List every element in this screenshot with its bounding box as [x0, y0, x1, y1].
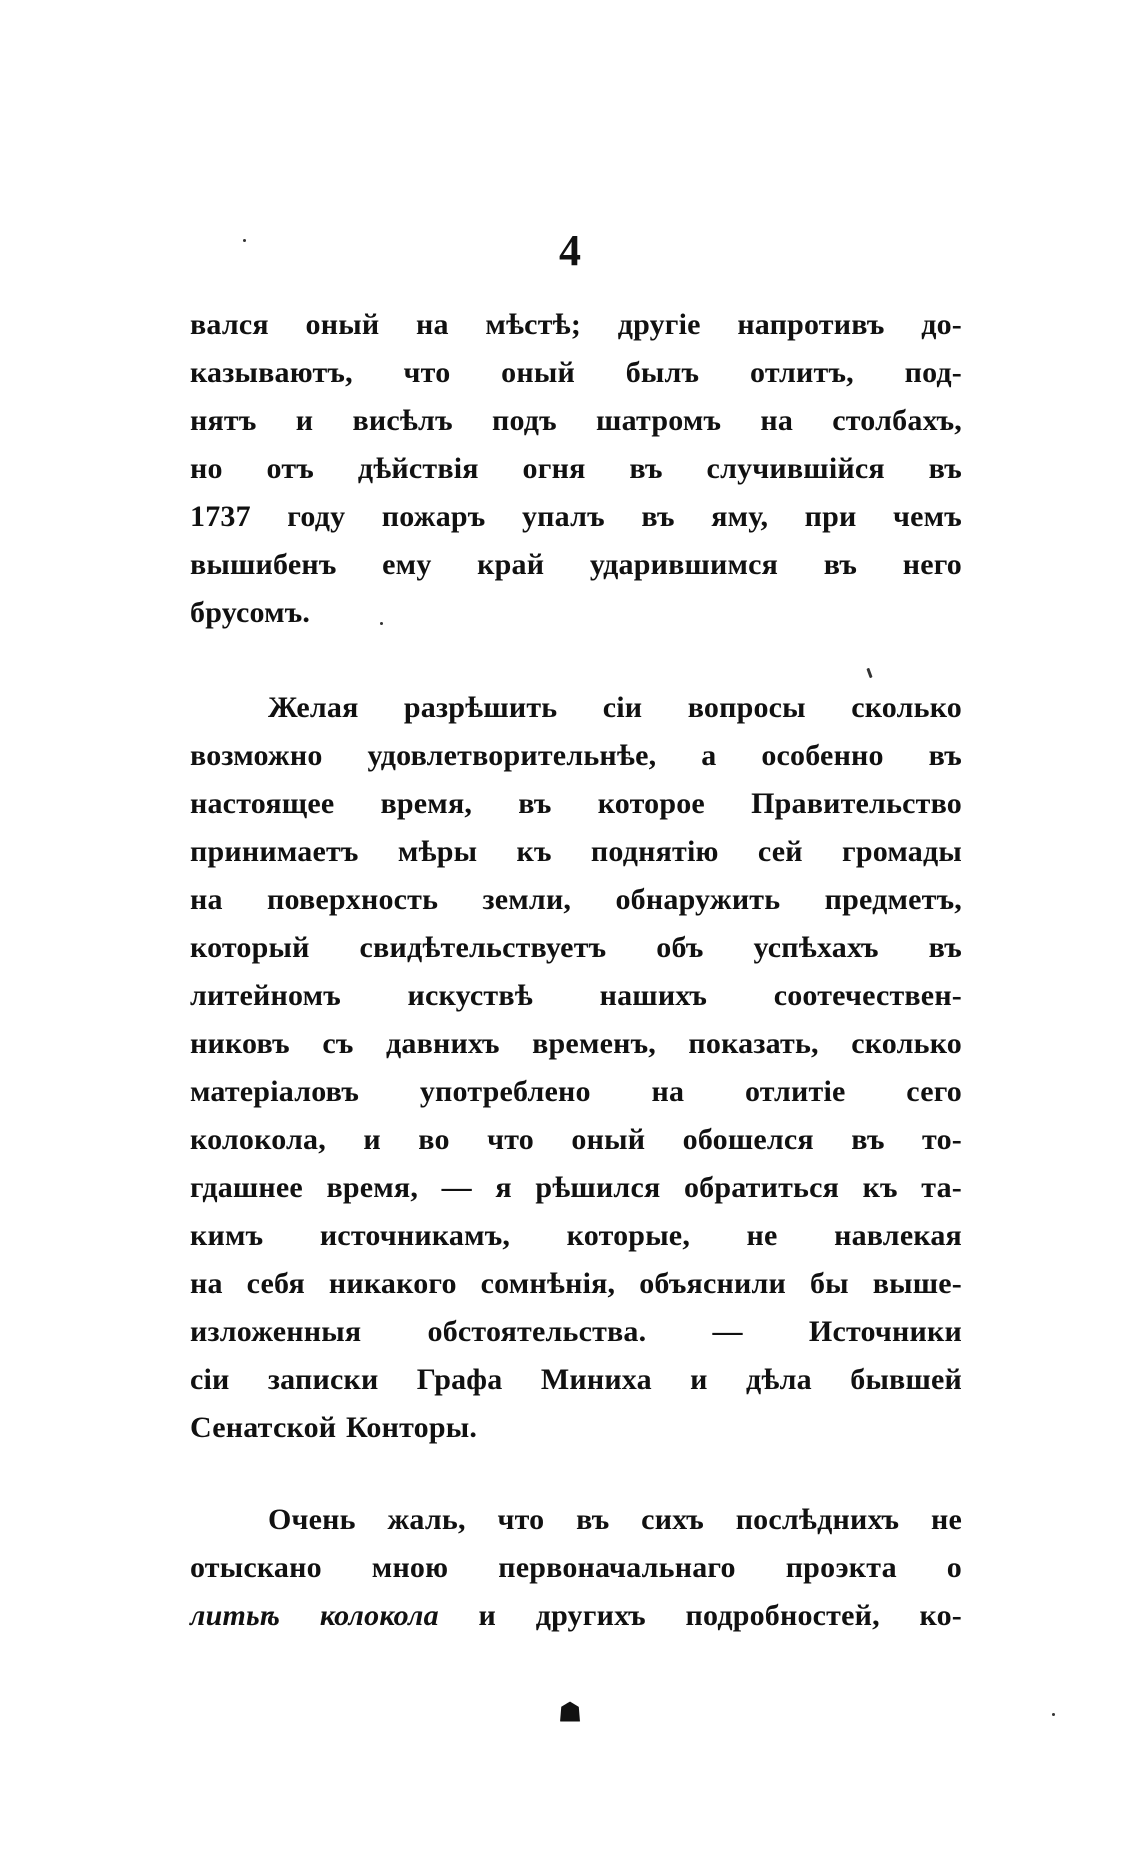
text-line: литейномъ искуствѣ нашихъ соотечествен-: [190, 979, 962, 1012]
text-line: кимъ источникамъ, которые, не навлекая: [190, 1219, 962, 1252]
text-line: 1737 году пожаръ упалъ въ яму, при чемъ: [190, 500, 962, 533]
text-line: на себя никакого сомнѣнія, объяснили бы выше-: [190, 1267, 962, 1300]
text-line: никовъ съ давнихъ временъ, показать, сколько: [190, 1027, 962, 1060]
text-line: который свидѣтельствуетъ объ успѣхахъ въ: [190, 931, 962, 964]
text-line: вышибенъ ему край ударившимся въ него: [190, 548, 962, 581]
text-line: нятъ и висѣлъ подъ шатромъ на столбахъ,: [190, 404, 962, 437]
text-line: отыскано мною первоначальнаго проэкта о: [190, 1551, 962, 1584]
emphasized-phrase: литьѣ колокола: [190, 1599, 439, 1632]
text-line: настоящее время, въ которое Правительство: [190, 787, 962, 820]
text-line: сіи записки Графа Миниха и дѣла бывшей: [190, 1363, 962, 1396]
print-speck: [380, 622, 383, 625]
print-speck: [1052, 1713, 1055, 1716]
text-line: казываютъ, что оный былъ отлитъ, под-: [190, 356, 962, 389]
text-line: на поверхность земли, обнаружить предметъ,: [190, 883, 962, 916]
text-line: брусомъ.: [190, 596, 311, 629]
text-line-with-emphasis: [190, 1592, 962, 1640]
paragraph-1: [190, 301, 962, 637]
text-line: колокола, и во что оный обошелся въ то-: [190, 1123, 962, 1156]
text-line: вался оный на мѣстѣ; другіе напротивъ до-: [190, 308, 962, 341]
catchword-ornament: ☗: [558, 1698, 582, 1727]
text-line: Желая разрѣшить сіи вопросы сколько: [268, 691, 962, 724]
text-line: гдашнее время, — я рѣшился обратиться къ та-: [190, 1171, 962, 1204]
text-line: изложенныя обстоятельства. — Источники: [190, 1315, 962, 1348]
text-line: возможно удовлетворительнѣе, а особенно въ: [190, 739, 962, 772]
print-speck: [866, 668, 872, 678]
text-run: и другихъ подробностей, ко-: [438, 1599, 962, 1632]
text-line: матеріаловъ употреблено на отлитіе сего: [190, 1075, 962, 1108]
text-line: Сенатской Конторы.: [190, 1411, 478, 1444]
paragraph-2: [190, 684, 962, 1452]
text-line: принимаетъ мѣры къ поднятію сей громады: [190, 835, 962, 868]
text-line: но отъ дѣйствія огня въ случившійся въ: [190, 452, 962, 485]
print-speck: [243, 239, 246, 242]
paragraph-3: [190, 1496, 962, 1640]
page-number: 4: [559, 226, 581, 275]
text-line: Очень жаль, что въ сихъ послѣднихъ не: [268, 1503, 962, 1536]
